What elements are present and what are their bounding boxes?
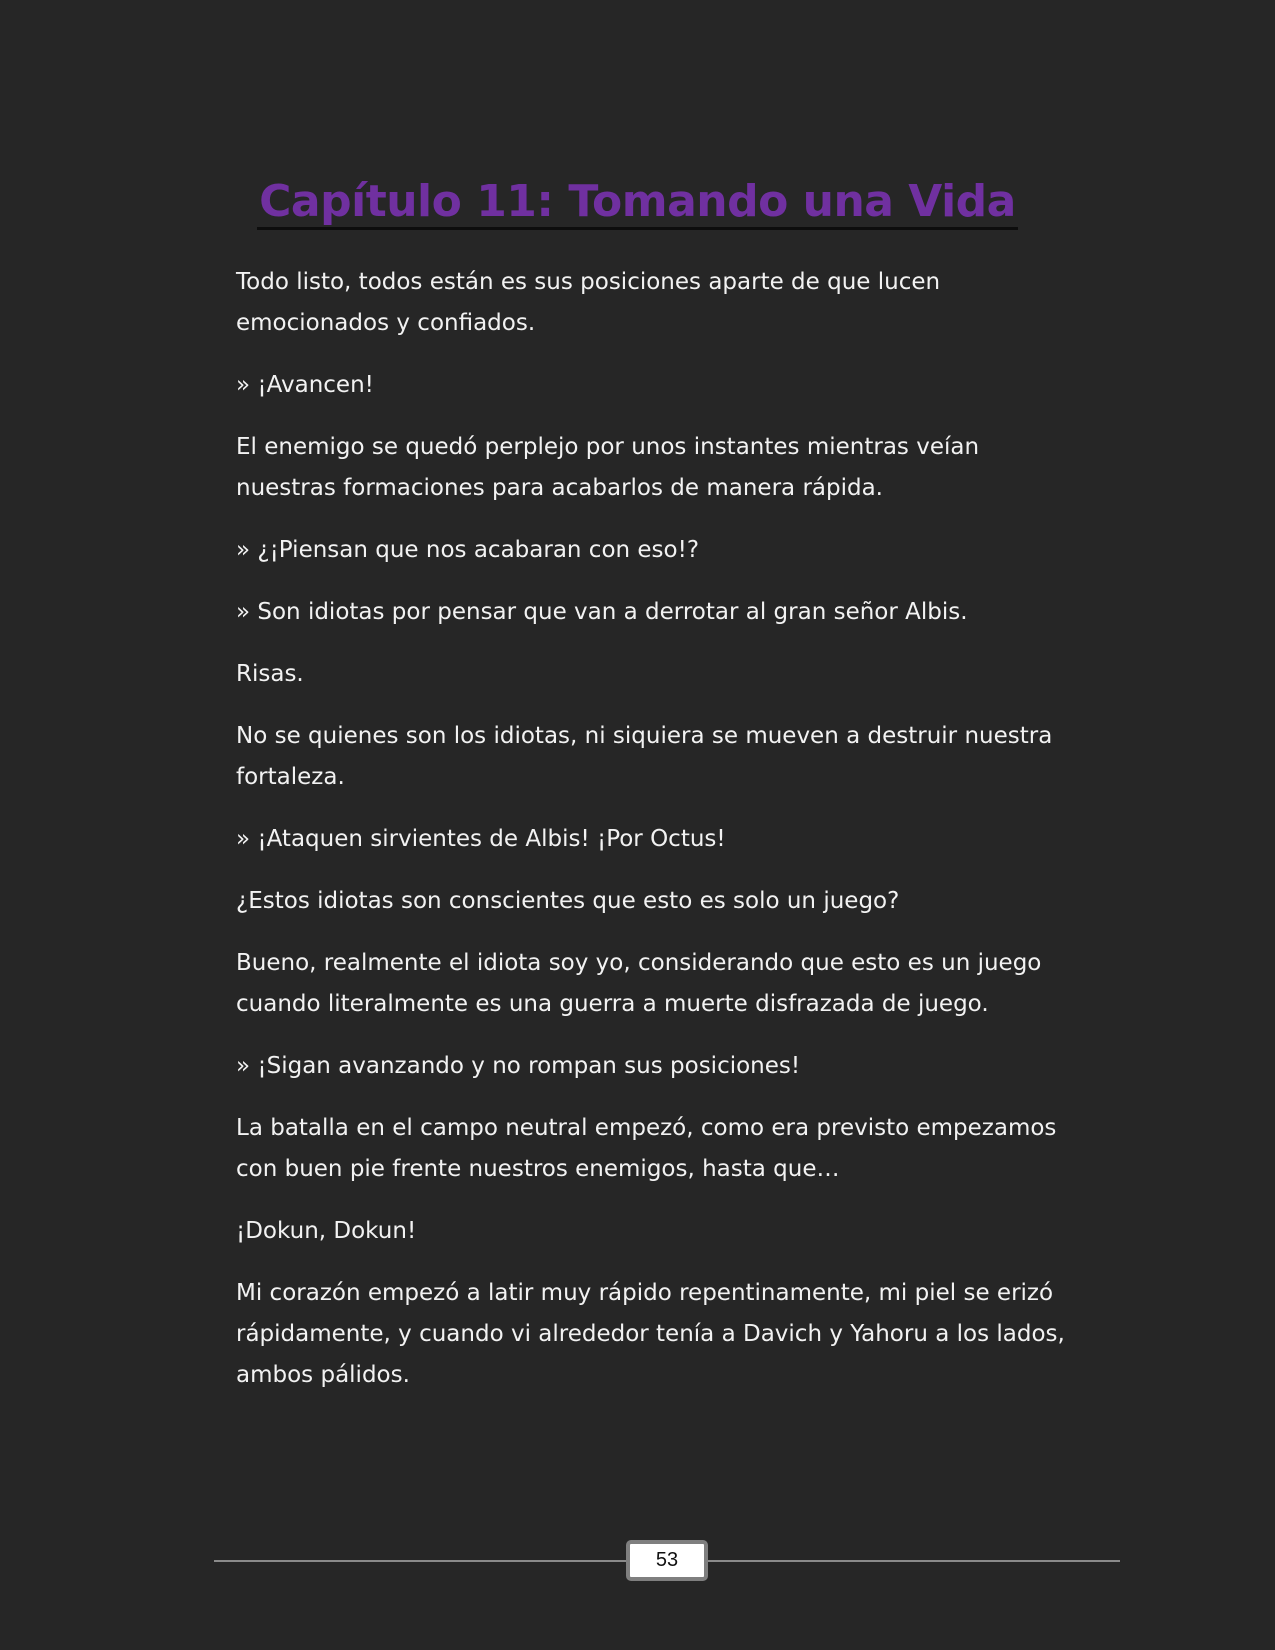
- paragraph: » ¡Avancen!: [236, 372, 374, 398]
- paragraph: » ¡Sigan avanzando y no rompan sus posiciones!: [236, 1053, 801, 1079]
- paragraph: » ¿¡Piensan que nos acabaran con eso!?: [236, 537, 700, 563]
- paragraph: Todo listo, todos están es sus posiciones aparte de que lucen emocionados y confiados.: [236, 269, 941, 336]
- chapter-title: Capítulo 11: Tomando una Vida: [257, 178, 1018, 230]
- paragraph: ¡Dokun, Dokun!: [236, 1218, 417, 1244]
- paragraph: Mi corazón empezó a latir muy rápido repentinamente, mi piel se erizó rápidamente, y cuando vi alrededor tenía a Davich y Yahoru a los lados, ambos pálidos.: [236, 1280, 1065, 1388]
- footer-divider-right: [708, 1560, 1120, 1562]
- paragraph: El enemigo se quedó perplejo por unos instantes mientras veían nuestras formaciones para acabarlos de manera rápida.: [236, 434, 980, 501]
- paragraph: No se quienes son los idiotas, ni siquiera se mueven a destruir nuestra fortaleza.: [236, 723, 1053, 790]
- chapter-body: [236, 262, 1086, 1417]
- paragraph: » ¡Ataquen sirvientes de Albis! ¡Por Octus!: [236, 826, 726, 852]
- chapter-title-wrap: [0, 178, 1275, 230]
- paragraph: ¿Estos idiotas son conscientes que esto es solo un juego?: [236, 888, 900, 914]
- paragraph: Bueno, realmente el idiota soy yo, considerando que esto es un juego cuando literalmente es una guerra a muerte disfrazada de juego.: [236, 950, 1042, 1017]
- paragraph: La batalla en el campo neutral empezó, como era previsto empezamos con buen pie frente nuestros enemigos, hasta que…: [236, 1115, 1057, 1182]
- paragraph: Risas.: [236, 661, 304, 687]
- paragraph: » Son idiotas por pensar que van a derrotar al gran señor Albis.: [236, 599, 968, 625]
- footer-divider-left: [214, 1560, 626, 1562]
- page-number: 53: [626, 1540, 708, 1581]
